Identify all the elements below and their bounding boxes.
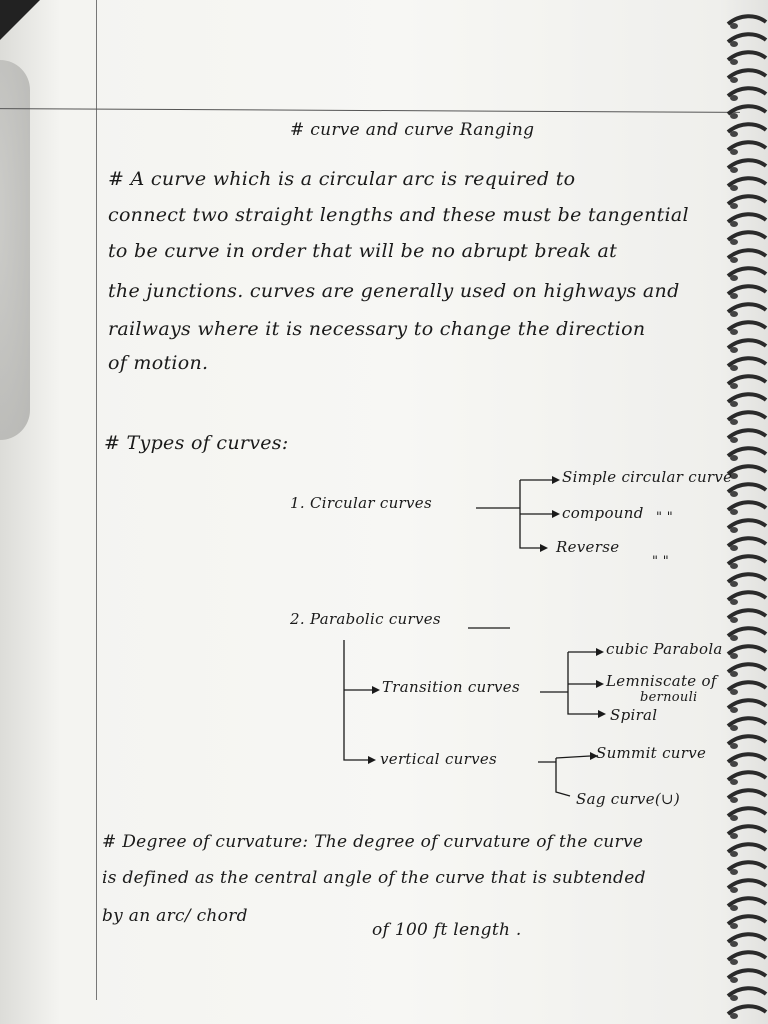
circular-item-reverse: Reverse [556, 538, 620, 556]
types-heading: # Types of curves: [104, 432, 289, 454]
parabolic-curves-label: 2. Parabolic curves [290, 610, 441, 628]
circular-curves-label: 1. Circular curves [290, 494, 432, 512]
circular-item-simple: Simple circular curve [562, 468, 733, 486]
intro-line-5: railways where it is necessary to change the direction [108, 318, 646, 340]
ditto-mark-2: " " [652, 554, 669, 569]
transition-item-bernouli: bernouli [640, 690, 698, 705]
transition-item-cubic: cubic Parabola [606, 640, 723, 658]
intro-line-1: # A curve which is a circular arc is required to [108, 168, 576, 190]
ditto-mark-1: " " [656, 510, 673, 525]
intro-line-2: connect two straight lengths and these must be tangential [108, 204, 689, 226]
vertical-item-summit: Summit curve [596, 744, 707, 762]
vertical-curves-label: vertical curves [380, 750, 498, 768]
intro-line-6: of motion. [108, 352, 209, 374]
degree-line-3: by an arc/ chord [102, 906, 248, 926]
transition-curves-label: Transition curves [382, 678, 520, 696]
transition-item-lemniscate: Lemniscate of [606, 672, 717, 690]
circular-item-compound: compound [562, 504, 644, 522]
intro-line-4: the junctions. curves are generally used on highways and [108, 280, 680, 302]
transition-item-spiral: Spiral [610, 706, 658, 724]
vertical-item-sag: Sag curve(∪) [576, 790, 681, 808]
degree-line-4: of 100 ft length . [372, 920, 522, 940]
page-title: # curve and curve Ranging [290, 120, 535, 140]
degree-line-1: # Degree of curvature: The degree of curvature of the curve [102, 832, 644, 852]
intro-line-3: to be curve in order that will be no abrupt break at [108, 240, 618, 262]
degree-line-2: is defined as the central angle of the curve that is subtended [102, 868, 646, 888]
